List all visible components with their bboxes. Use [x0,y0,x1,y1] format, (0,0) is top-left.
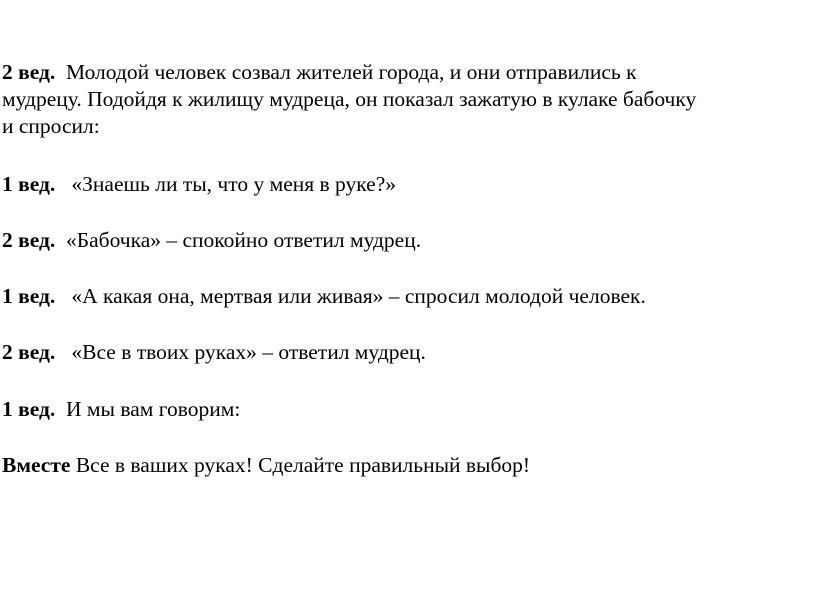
dialogue-line [2,171,810,198]
dialogue-line [2,339,810,366]
speaker-label: 1 вед. [2,172,56,196]
line-text: «Все в твоих руках» – ответил мудрец. [71,340,426,364]
line-text: «Знаешь ли ты, что у меня в руке?» [71,172,397,196]
dialogue-line [2,227,810,254]
line-text: Молодой человек созвал жителей города, и они отправились к [66,60,637,84]
line-text: и спросил: [2,114,100,138]
speaker-label: 2 вед. [2,60,56,84]
dialogue-line [2,452,810,479]
speaker-label: 1 вед. [2,397,56,421]
line-text: Все в ваших руках! Сделайте правильный выбор! [75,453,531,477]
speaker-label: 2 вед. [2,340,56,364]
speaker-label: 2 вед. [2,228,56,252]
spacer [55,60,66,84]
dialogue-line [2,283,810,310]
spacer [55,172,71,196]
line-text: «Бабочка» – спокойно ответил мудрец. [66,228,422,252]
line-text: И мы вам говорим: [66,397,241,421]
line-text: «А какая она, мертвая или живая» – спросил молодой человек. [71,284,646,308]
spacer [55,397,66,421]
spacer [55,228,66,252]
dialogue-line [2,396,810,423]
line-text: мудрецу. Подойдя к жилищу мудреца, он показал зажатую в кулаке бабочку [2,87,697,111]
spacer [55,284,71,308]
dialogue-line [2,59,810,140]
speaker-label: Вместе [2,453,71,477]
spacer [55,340,71,364]
speaker-label: 1 вед. [2,284,56,308]
